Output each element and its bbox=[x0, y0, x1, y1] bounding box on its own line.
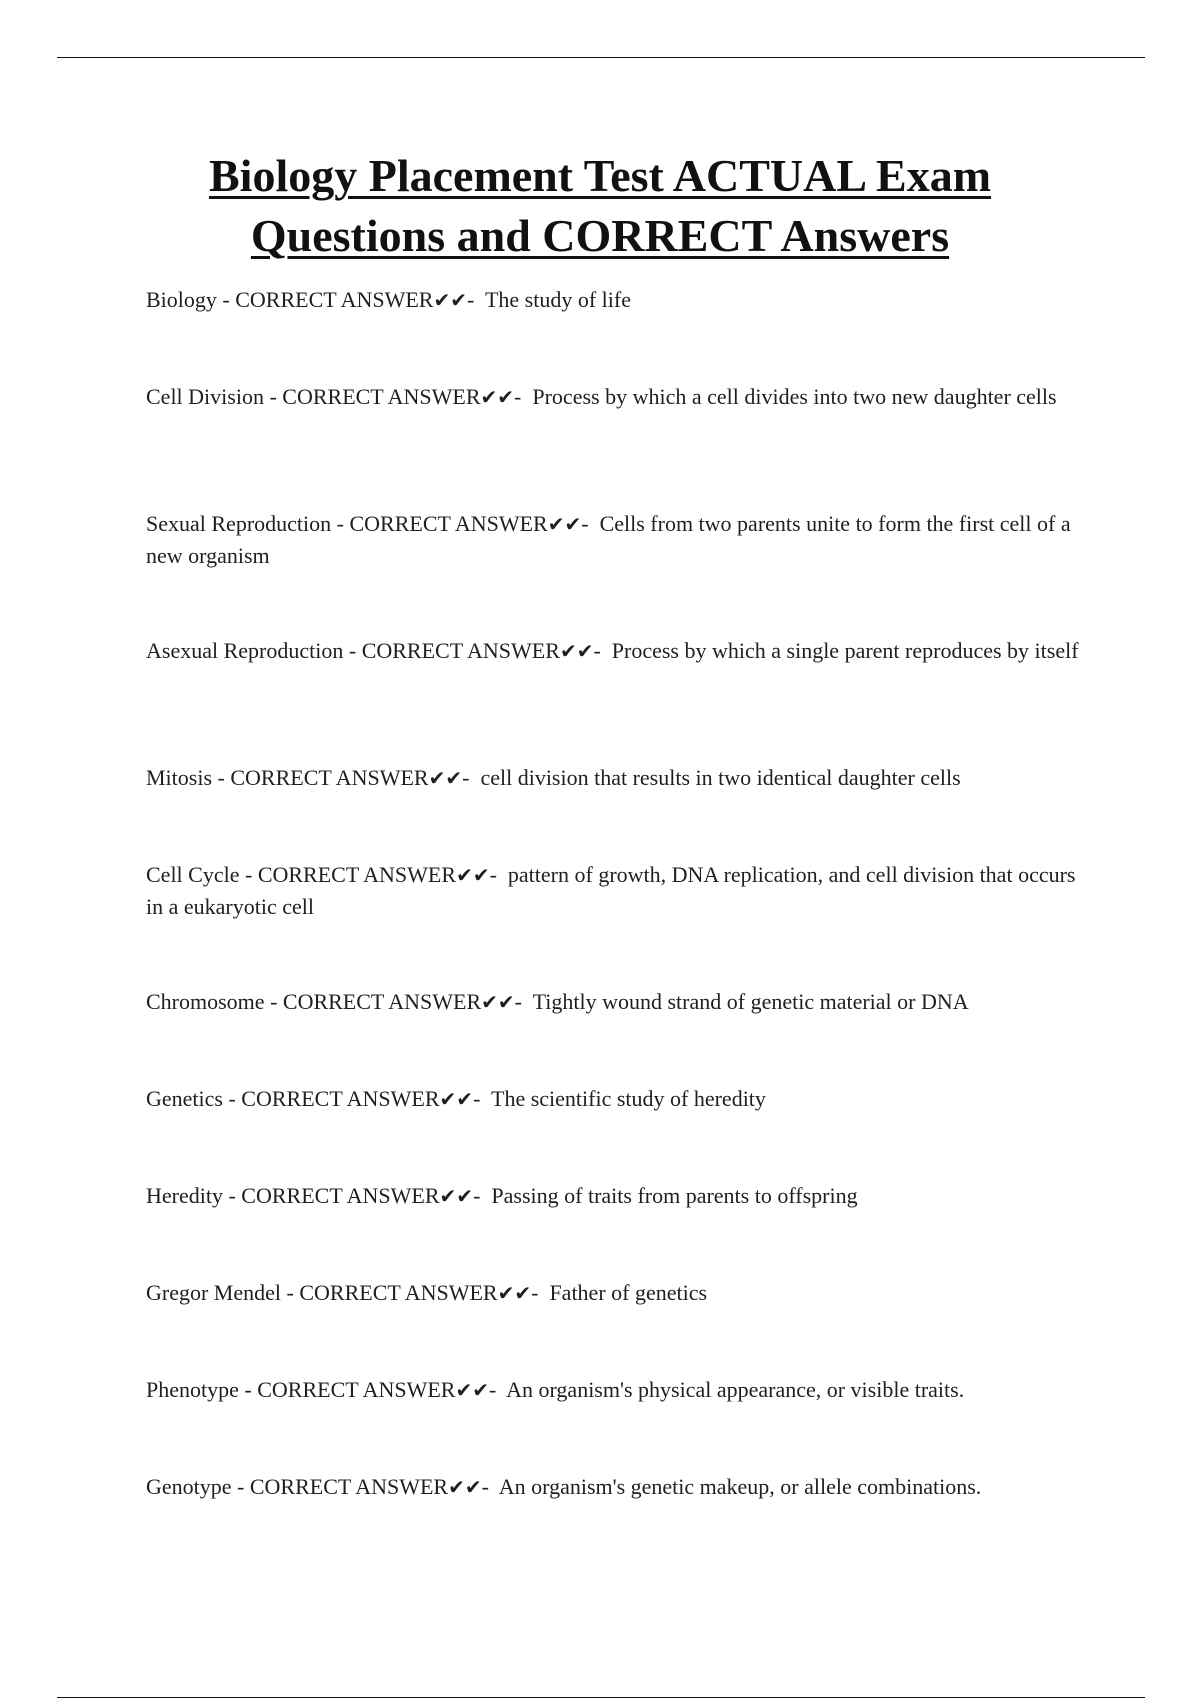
qa-item: Chromosome - CORRECT ANSWER✔✔- Tightly wound strand of genetic material or DNA bbox=[146, 989, 969, 1014]
qa-answer-label: CORRECT ANSWER bbox=[241, 1086, 440, 1111]
title-line-2: Questions and CORRECT Answers bbox=[250, 210, 950, 261]
check-mark-icon: ✔✔ bbox=[559, 639, 594, 663]
qa-item: Biology - CORRECT ANSWER✔✔- The study of life bbox=[146, 287, 631, 312]
qa-answer: cell division that results in two identical daughter cells bbox=[480, 765, 961, 790]
qa-answer: Tightly wound strand of genetic material or DNA bbox=[532, 989, 969, 1014]
qa-term: Genetics bbox=[146, 1086, 223, 1111]
qa-answer-label: CORRECT ANSWER bbox=[249, 1474, 449, 1499]
qa-answer: pattern of growth, DNA replication, and cell division that occurs in a eukaryotic cell bbox=[146, 862, 1076, 919]
qa-answer-label: CORRECT ANSWER bbox=[349, 511, 548, 536]
qa-term: Cell Cycle bbox=[146, 862, 240, 887]
qa-term: Asexual Reproduction bbox=[146, 638, 344, 663]
qa-answer-label: CORRECT ANSWER bbox=[230, 765, 429, 790]
check-mark-icon: ✔✔ bbox=[439, 1087, 474, 1111]
qa-answer-label: CORRECT ANSWER bbox=[257, 1377, 456, 1402]
qa-answer: An organism's genetic makeup, or allele combinations. bbox=[498, 1474, 982, 1499]
qa-term: Gregor Mendel bbox=[146, 1280, 282, 1305]
qa-answer-label: CORRECT ANSWER bbox=[282, 989, 482, 1014]
qa-answer: Cells from two parents unite to form the first cell of a new organism bbox=[146, 511, 1071, 568]
top-divider bbox=[57, 57, 1145, 58]
check-mark-icon: ✔✔ bbox=[433, 288, 467, 312]
qa-term: Mitosis bbox=[146, 765, 213, 790]
qa-item: Sexual Reproduction - CORRECT ANSWER✔✔- Cells from two parents unite to form the first cell of a new organism bbox=[146, 511, 1071, 568]
qa-answer: An organism's physical appearance, or visible traits. bbox=[506, 1377, 965, 1402]
qa-term: Phenotype bbox=[146, 1377, 239, 1402]
check-mark-icon: ✔✔ bbox=[480, 385, 515, 409]
qa-answer: The study of life bbox=[484, 287, 631, 312]
check-mark-icon: ✔✔ bbox=[448, 1475, 482, 1499]
check-mark-icon: ✔✔ bbox=[455, 1378, 489, 1402]
check-mark-icon: ✔✔ bbox=[547, 512, 582, 536]
qa-item: Gregor Mendel - CORRECT ANSWER✔✔- Father of genetics bbox=[146, 1280, 708, 1305]
qa-answer: Passing of traits from parents to offspring bbox=[491, 1183, 858, 1208]
qa-answer-label: CORRECT ANSWER bbox=[235, 287, 434, 312]
qa-item: Mitosis - CORRECT ANSWER✔✔- cell division that results in two identical daughter cells bbox=[146, 765, 961, 790]
qa-answer-label: CORRECT ANSWER bbox=[282, 384, 481, 409]
qa-term: Genotype bbox=[146, 1474, 232, 1499]
qa-answer: The scientific study of heredity bbox=[491, 1086, 766, 1111]
qa-answer: Father of genetics bbox=[549, 1280, 708, 1305]
qa-item: Asexual Reproduction - CORRECT ANSWER✔✔- Process by which a single parent reproduces by itself bbox=[146, 638, 1079, 663]
qa-item: Phenotype - CORRECT ANSWER✔✔- An organism's physical appearance, or visible traits. bbox=[146, 1377, 965, 1402]
title-line-1: Biology Placement Test ACTUAL Exam bbox=[208, 150, 992, 201]
qa-answer: Process by which a cell divides into two new daughter cells bbox=[532, 384, 1057, 409]
qa-term: Chromosome bbox=[146, 989, 265, 1014]
qa-item: Genotype - CORRECT ANSWER✔✔- An organism's genetic makeup, or allele combinations. bbox=[146, 1474, 982, 1499]
qa-term: Sexual Reproduction bbox=[146, 511, 332, 536]
qa-item: Cell Cycle - CORRECT ANSWER✔✔- pattern of growth, DNA replication, and cell division that occurs in a eukaryotic cell bbox=[146, 862, 1076, 919]
check-mark-icon: ✔✔ bbox=[428, 766, 463, 790]
document-title bbox=[0, 146, 1200, 266]
qa-term: Heredity bbox=[146, 1183, 223, 1208]
qa-answer-label: CORRECT ANSWER bbox=[241, 1183, 440, 1208]
bottom-divider bbox=[57, 1697, 1145, 1698]
qa-item: Genetics - CORRECT ANSWER✔✔- The scientific study of heredity bbox=[146, 1086, 766, 1111]
check-mark-icon: ✔✔ bbox=[481, 990, 515, 1014]
qa-answer-label: CORRECT ANSWER bbox=[257, 862, 457, 887]
qa-answer-label: CORRECT ANSWER bbox=[361, 638, 560, 663]
qa-item: Cell Division - CORRECT ANSWER✔✔- Process by which a cell divides into two new daughter cells bbox=[146, 384, 1057, 409]
qa-answer-label: CORRECT ANSWER bbox=[299, 1280, 498, 1305]
qa-term: Cell Division bbox=[146, 384, 264, 409]
qa-item: Heredity - CORRECT ANSWER✔✔- Passing of traits from parents to offspring bbox=[146, 1183, 858, 1208]
qa-term: Biology bbox=[146, 287, 217, 312]
check-mark-icon: ✔✔ bbox=[439, 1184, 474, 1208]
qa-answer: Process by which a single parent reproduces by itself bbox=[611, 638, 1079, 663]
check-mark-icon: ✔✔ bbox=[497, 1281, 532, 1305]
check-mark-icon: ✔✔ bbox=[456, 863, 490, 887]
